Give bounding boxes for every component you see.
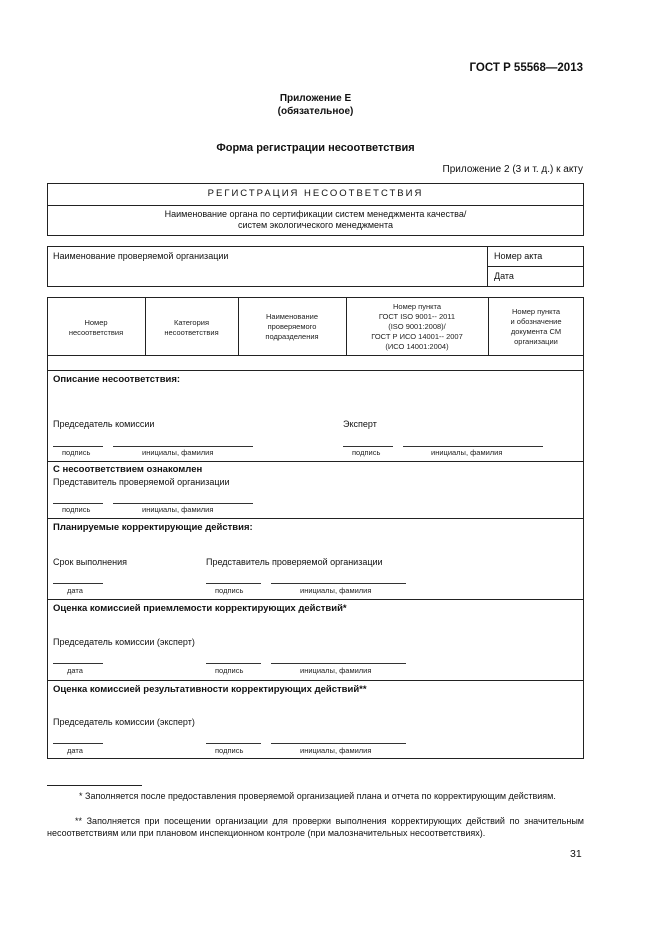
initials-caption: инициалы, фамилия [300,586,372,595]
header-nonconformity-number [47,318,145,338]
signature-line [53,663,103,664]
date-caption: дата [67,586,83,595]
divider [47,355,584,356]
sign-caption: подпись [215,586,244,595]
signature-line [53,503,103,504]
representative-label: Представитель проверяемой организации [206,557,383,567]
description-heading: Описание несоответствия: [53,374,181,385]
chair-expert-label: Председатель комиссии (эксперт) [53,717,195,727]
divider [47,599,584,600]
act-number-label: Номер акта [494,251,543,261]
header-text: Категория [173,318,210,327]
date-caption: дата [67,666,83,675]
signature-line [113,446,253,447]
signature-line [403,446,543,447]
header-text: несоответствия [68,328,124,337]
header-text: (ISO 9001:2008)/ [388,322,446,331]
initials-caption: инициалы, фамилия [300,666,372,675]
header-text: организации [514,337,558,346]
signature-line [206,583,261,584]
signature-line [271,583,406,584]
sign-caption: подпись [352,448,381,457]
signature-line [271,743,406,744]
header-text: ГОСТ ISO 9001-- 2011 [378,312,456,321]
footnote-rule [47,785,142,786]
divider [47,518,584,519]
header-text: Номер пункта [511,307,560,316]
document-number: ГОСТ Р 55568—2013 [469,62,583,74]
divider [487,266,584,267]
signature-line [113,503,253,504]
signature-line [53,743,103,744]
signature-line [206,743,261,744]
annex-status: (обязательное) [277,106,354,117]
signature-line [53,583,103,584]
effectiveness-heading: Оценка комиссией результативности корректирующих действий** [53,684,367,695]
form-title: Форма регистрации несоответствия [216,142,415,154]
annex-reference: Приложение 2 (3 и т. д.) к акту [442,164,583,175]
chair-label: Председатель комиссии [53,419,155,429]
annex-title [0,92,631,118]
representative-label: Представитель проверяемой организации [53,477,230,487]
divider [47,370,584,371]
footnote-1: * Заполняется после предоставления проверяемой организацией плана и отчета по корректирующим действиям. [79,791,556,801]
header-text: подразделения [265,332,319,341]
certification-body-line1: Наименование органа по сертификации систем менеджмента качества/ [164,209,467,219]
signature-line [343,446,393,447]
annex-label: Приложение Е [279,93,352,104]
page-number: 31 [570,848,582,860]
sign-caption: подпись [215,666,244,675]
sign-caption: подпись [215,746,244,755]
certification-body-line2: систем экологического менеджмента [237,220,394,230]
header-text: Номер пункта [392,302,441,311]
acknowledged-heading: С несоответствием ознакомлен [53,464,203,475]
sign-caption: подпись [62,505,91,514]
signature-line [53,446,103,447]
header-text: ГОСТ Р ИСО 14001-- 2007 [371,332,463,341]
footnote-2: ** Заполняется при посещении организации для проверки выполнения корректирующих действий по значительным несоответствиям или при плановом инспекционном контроле (при малозначительных несоответствиях). [47,816,584,838]
organization-name-label: Наименование проверяемой организации [53,251,229,261]
divider [47,205,584,206]
header-text: проверяемого [267,322,317,331]
sign-caption: подпись [62,448,91,457]
initials-caption: инициалы, фамилия [142,448,214,457]
header-text: Наименование [266,312,318,321]
header-text: и обозначение [510,317,562,326]
signature-line [271,663,406,664]
initials-caption: инициалы, фамилия [142,505,214,514]
expert-label: Эксперт [343,419,377,429]
divider [47,461,584,462]
header-standard-clause [346,302,488,352]
header-nonconformity-category [145,318,238,338]
date-caption: дата [67,746,83,755]
header-text: документа СМ [510,327,562,336]
date-label: Дата [494,271,514,281]
header-department-name [238,312,346,342]
deadline-label: Срок выполнения [53,557,127,567]
divider [47,680,584,681]
header-text: несоответствия [164,328,219,337]
initials-caption: инициалы, фамилия [431,448,503,457]
chair-expert-label: Председатель комиссии (эксперт) [53,637,195,647]
planned-actions-heading: Планируемые корректирующие действия: [53,522,253,533]
header-document-clause [488,307,584,347]
registration-title: РЕГИСТРАЦИЯ НЕСООТВЕТСТВИЯ [207,188,424,199]
acceptability-heading: Оценка комиссией приемлемости корректирующих действий* [53,603,347,614]
header-text: Номер [84,318,108,327]
signature-line [206,663,261,664]
certification-body-label [47,209,584,231]
header-text: (ИСО 14001:2004) [385,342,449,351]
initials-caption: инициалы, фамилия [300,746,372,755]
